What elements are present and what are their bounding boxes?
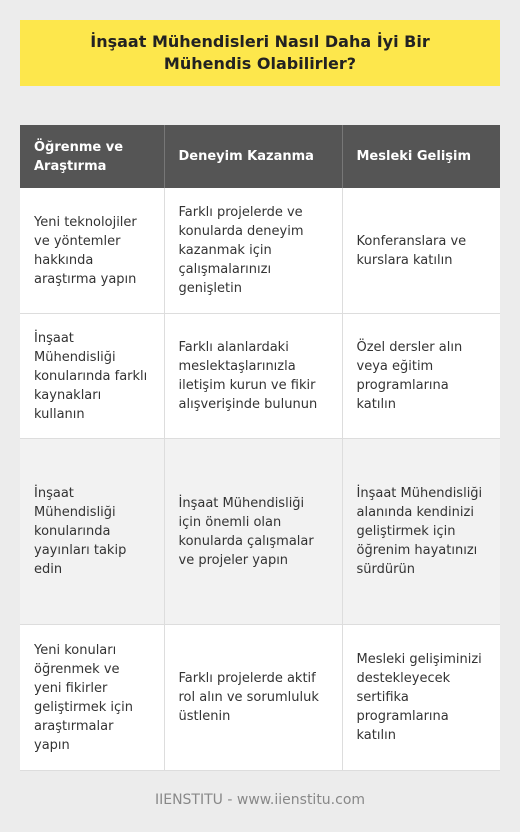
- table-row: [20, 188, 500, 314]
- table-cell: İnşaat Mühendisliği konularında farklı kaynakları kullanın: [20, 314, 164, 439]
- table-cell: Özel dersler alın veya eğitim programlarına katılın: [342, 314, 500, 439]
- table-cell: Farklı alanlardaki meslektaşlarınızla iletişim kurun ve fikir alışverişinde bulunun: [164, 314, 342, 439]
- table-cell: İnşaat Mühendisliği için önemli olan konularda çalışmalar ve projeler yapın: [164, 439, 342, 625]
- table-cell: Yeni teknolojiler ve yöntemler hakkında araştırma yapın: [20, 188, 164, 314]
- info-table: [20, 125, 500, 771]
- table-cell: İnşaat Mühendisliği alanında kendinizi geliştirmek için öğrenim hayatınızı sürdürün: [342, 439, 500, 625]
- table-cell: Farklı projelerde aktif rol alın ve sorumluluk üstlenin: [164, 625, 342, 771]
- table-cell: Farklı projelerde ve konularda deneyim kazanmak için çalışmalarınızı genişletin: [164, 188, 342, 314]
- table-cell: Konferanslara ve kurslara katılın: [342, 188, 500, 314]
- footer-credit: IIENSTITU - www.iienstitu.com: [154, 792, 366, 808]
- table-cell: Yeni konuları öğrenmek ve yeni fikirler geliştirmek için araştırmalar yapın: [20, 625, 164, 771]
- column-header-development: Mesleki Gelişim: [342, 125, 500, 188]
- table-row: [20, 625, 500, 771]
- page-title: İnşaat Mühendisleri Nasıl Daha İyi Bir Mühendis Olabilirler?: [90, 32, 430, 73]
- table-header-row: [20, 125, 500, 188]
- column-header-experience: Deneyim Kazanma: [164, 125, 342, 188]
- title-banner: [20, 20, 500, 86]
- column-header-learning: Öğrenme ve Araştırma: [20, 125, 164, 188]
- table-cell: İnşaat Mühendisliği konularında yayınları takip edin: [20, 439, 164, 625]
- table-cell: Mesleki gelişiminizi destekleyecek sertifika programlarına katılın: [342, 625, 500, 771]
- table-row: [20, 439, 500, 625]
- table-row: [20, 314, 500, 439]
